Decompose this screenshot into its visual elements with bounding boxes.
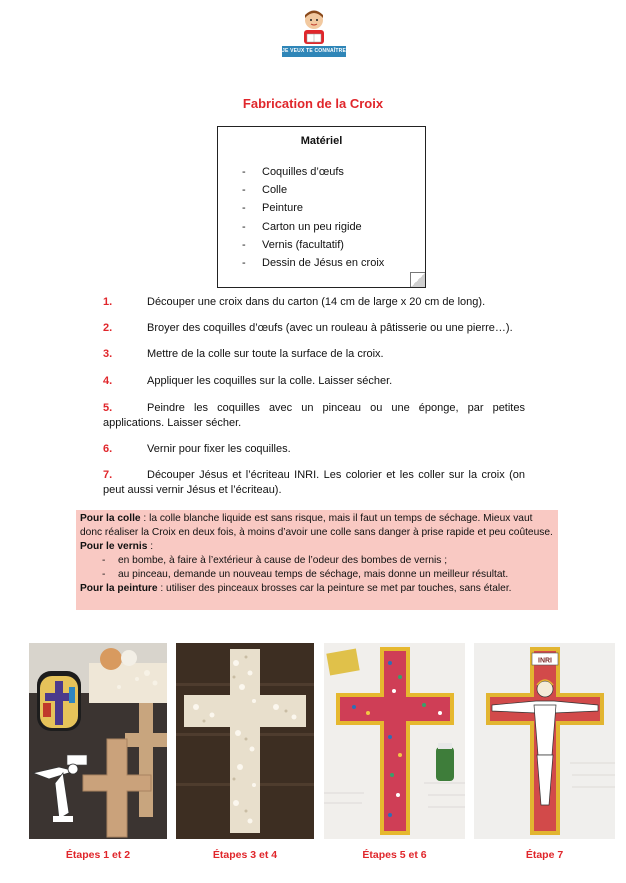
tip-vernis-heading: Pour le vernis : [80, 541, 154, 552]
logo-banner: JE VEUX TE CONNAÎTRE [282, 46, 346, 57]
step-7: 7. Découper Jésus et l’écriteau INRI. Les colorier et les coller sur la croix (on peut aussi vernir Jésus et l’écriteau). [103, 469, 525, 496]
list-item: - Colle [242, 184, 288, 197]
caption-step-7: Étape 7 [525, 849, 564, 861]
materials-heading: Matériel [300, 135, 343, 147]
step-2: 2. Broyer des coquilles d’œufs (avec un rouleau à pâtisserie ou une pierre…). [103, 322, 513, 334]
tip-colle: Pour la colle : la colle blanche liquide est sans risque, mais il faut un temps de séchage. Mieux vaut donc réaliser la Croix en deux fois, à moins d’avoir une colle sans danger à prise rapide et peu coûteuse. [80, 513, 553, 538]
tips-box [76, 510, 558, 610]
tip-vernis-item: - au pinceau, demande un nouveau temps de séchage, mais donne un meilleur résultat. [102, 569, 509, 580]
page-curl [410, 272, 425, 287]
logo [282, 8, 346, 60]
materials-box [217, 126, 426, 288]
caption-steps-5-6: Étapes 5 et 6 [362, 849, 427, 861]
tip-vernis-item: - en bombe, à faire à l’extérieur à cause de l’odeur des bombes de vernis ; [102, 555, 448, 566]
step-6: 6. Vernir pour fixer les coquilles. [103, 443, 291, 455]
page-title: Fabrication de la Croix [242, 96, 384, 111]
photo-steps-3-4 [176, 643, 314, 839]
caption-steps-3-4: Étapes 3 et 4 [212, 849, 278, 861]
tip-peinture: Pour la peinture : utiliser des pinceaux brosses car la peinture se met par touches, sans étaler. [80, 583, 512, 594]
child-reading-icon [298, 8, 330, 46]
list-item: - Peinture [242, 202, 303, 215]
step-3: 3. Mettre de la colle sur toute la surface de la croix. [103, 348, 384, 360]
step-4: 4. Appliquer les coquilles sur la colle. Laisser sécher. [103, 375, 393, 387]
list-item: - Carton un peu rigide [242, 220, 362, 233]
inri-sign: INRI [538, 657, 552, 665]
list-item: - Coquilles d’œufs [242, 166, 344, 178]
photo-step-7 [474, 643, 615, 839]
photo-steps-1-2 [29, 643, 167, 839]
photo-steps-5-6 [324, 643, 465, 839]
step-1: 1. Découper une croix dans du carton (14 cm de large x 20 cm de long). [103, 296, 486, 308]
caption-steps-1-2: Étapes 1 et 2 [65, 849, 131, 861]
list-item: - Dessin de Jésus en croix [242, 256, 385, 269]
materials-list [242, 163, 384, 272]
list-item: - Vernis (facultatif) [242, 238, 344, 251]
step-5: 5. Peindre les coquilles avec un pinceau ou une éponge, par petites applications. Laisser sécher. [103, 402, 525, 429]
